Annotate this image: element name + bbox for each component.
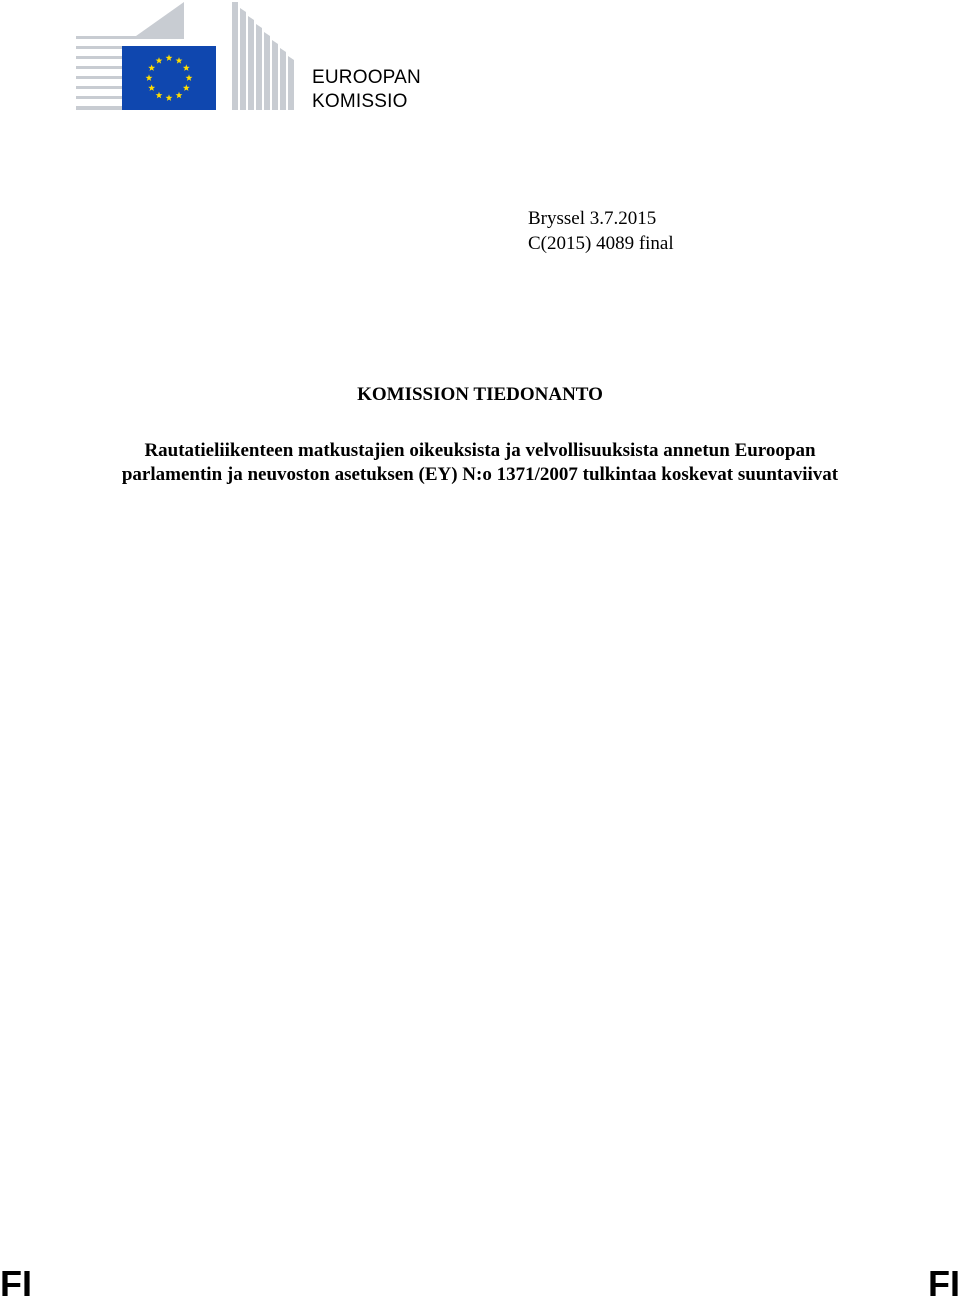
language-code-right: FI	[928, 1263, 960, 1304]
organization-name	[312, 66, 421, 114]
organization-name-line1: EUROOPAN	[312, 67, 421, 88]
organization-name-line2: KOMISSIO	[312, 91, 408, 112]
language-code-left: FI	[0, 1263, 32, 1304]
document-title	[60, 439, 900, 487]
document-title-line2: parlamentin ja neuvoston asetuksen (EY) N:o 1371/2007 tulkintaa koskevat suuntaviivat	[121, 464, 839, 485]
dateline	[528, 206, 674, 256]
building-stripes-right	[232, 2, 294, 110]
document-title-line1: Rautatieliikenteen matkustajien oikeuksista ja velvollisuuksista annetun Euroopan	[144, 440, 816, 461]
document-type: KOMISSION TIEDONANTO	[357, 384, 603, 405]
place-date: Bryssel 3.7.2015	[528, 208, 657, 229]
document-reference: C(2015) 4089 final	[528, 233, 674, 254]
european-commission-logo-icon	[76, 2, 298, 112]
